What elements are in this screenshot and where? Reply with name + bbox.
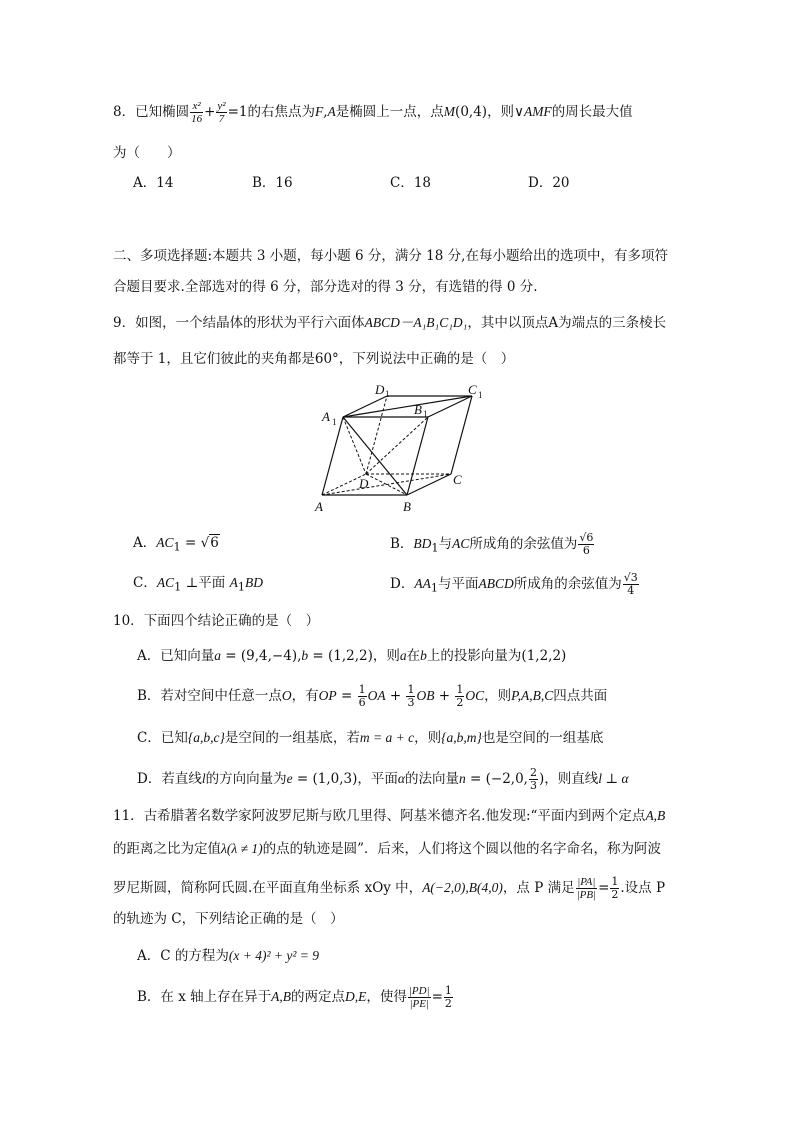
fraction: $\frac{1}{6}$ <box>358 683 366 709</box>
label-d1: D <box>375 385 385 397</box>
q10-option-d[interactable]: D．若直线l的方向向量为e = (1,0,3)，平面α的法向量n = (−2,0, $\frac{2}{3}$ )，则直线l ⊥ α <box>137 766 629 792</box>
q11-number: 11． <box>113 808 144 824</box>
section2-line1: 二、多项选择题:本题共 3 小题，每小题 6 分，满分 18 分,在每小题给出的选项中，有多项符 <box>113 248 668 264</box>
q11-option-a[interactable]: A．C 的方程为(x + 4)² + y² = 9 <box>137 948 320 964</box>
hidden-edge <box>322 474 451 495</box>
q9-option-a[interactable]: A．$AC_1 = √6$ <box>133 535 219 554</box>
q10-option-b[interactable]: B．若对空间中任意一点O，有OP = $\frac{1}{6}$ OA + $\frac{1}{3}$ OB + $\frac{1}{2}$ OC，则P,A,B,C四点共面 <box>137 683 608 709</box>
label-a: A <box>315 499 323 514</box>
hidden-edge <box>366 417 428 474</box>
q9-option-c[interactable]: C．$AC_1$ ⊥平面 $A_1BD$ <box>133 575 263 594</box>
q9-line1: 9．如图，一个结晶体的形状为平行六面体ABCD－A₁B₁C₁D₁，其中以顶点A为端点的三条棱长 <box>113 315 667 331</box>
fraction: $\frac{√6}{6}$ <box>579 531 594 557</box>
fraction: $\frac{\text{x²}}{16}$ <box>191 100 203 125</box>
fraction: $\frac{|PA|}{|PB|}$ <box>576 876 597 901</box>
label-b: B <box>403 499 411 514</box>
section2-line2: 合题目要求.全部选对的得 6 分，部分选对的得 3 分，有选错的得 0 分. <box>113 279 538 295</box>
hidden-edge <box>366 396 387 474</box>
edge <box>407 474 451 495</box>
q10-option-a[interactable]: A．已知向量a = (9,4,−4),b = (1,2,2)，则a在b上的投影向量为(1,2,2) <box>137 648 567 664</box>
fraction: $\frac{√3}{4}$ <box>623 571 638 597</box>
fraction: $\frac{\text{y²}}{7}$ <box>217 100 226 125</box>
svg-text:1: 1 <box>423 409 428 419</box>
q8-option-d[interactable]: D．20 <box>528 175 570 191</box>
fraction: $\frac{1}{2}$ <box>456 683 464 709</box>
label-d: D <box>359 476 369 491</box>
label-c1: C <box>468 385 477 397</box>
fraction: $\frac{1}{3}$ <box>407 683 415 709</box>
diagonal-a1b <box>343 417 407 495</box>
q8-line1: 8．已知椭圆 $\frac{\text{x²}}{16}$ + $\frac{\text{y²}}{7}$ =1的右焦点为F,A是椭圆上一点，点M(0,4)，则∨AMF的周长最大值 <box>113 100 633 125</box>
parallelepiped-figure <box>305 385 495 515</box>
q11-line2: 的距离之比为定值λ(λ ≠ 1)的点的轨迹是圆”．后来，人们将这个圆以他的名字命名，称为阿波 <box>113 841 662 857</box>
svg-text:1: 1 <box>385 389 390 399</box>
edge <box>451 396 472 474</box>
hidden-edge <box>343 417 366 474</box>
edge <box>407 417 428 495</box>
fraction: $\frac{1}{2}$ <box>444 984 452 1010</box>
fraction: $\frac{1}{2}$ <box>611 875 619 901</box>
label-a1: A <box>322 409 330 424</box>
q9-option-b[interactable]: B．$BD_1$与AC所成角的余弦值为 $\frac{√6}{6}$ <box>390 531 594 557</box>
edge <box>322 417 343 495</box>
q10-line1: 10．下面四个结论正确的是（ ） <box>113 613 320 629</box>
svg-text:1: 1 <box>478 390 483 400</box>
q11-option-b[interactable]: B．在 x 轴上存在异于A,B的两定点D,E，使得 $\frac{|PD|}{|PE|}$ = $\frac{1}{2}$ <box>137 984 452 1010</box>
q8-line2: 为（ ） <box>113 145 181 161</box>
q11-line1: 11．古希腊著名数学家阿波罗尼斯与欧几里得、阿基米德齐名.他发现:“平面内到两个定点A,B <box>113 808 666 824</box>
q10-option-c[interactable]: C．已知{a,b,c}是空间的一组基底，若m = a + c，则{a,b,m}也是空间的一组基底 <box>137 730 604 746</box>
diagonal-a1c1 <box>343 396 472 417</box>
q11-line3: 罗尼斯圆，简称阿氏圆.在平面直角坐标系 xOy 中，A(−2,0),B(4,0)，点 P 满足 $\frac{|PA|}{|PB|}$ = $\frac{1}{2}$ .设点 P <box>113 875 666 901</box>
q11-line4: 的轨迹为 C，下列结论正确的是（ ） <box>113 911 344 927</box>
fraction: $\frac{2}{3}$ <box>529 766 537 792</box>
q8-number: 8． <box>113 104 136 120</box>
q8-option-a[interactable]: A．14 <box>133 175 174 191</box>
label-c: C <box>453 472 462 487</box>
q10-number: 10． <box>113 613 144 629</box>
svg-text:1: 1 <box>332 417 337 427</box>
fraction: $\frac{|PD|}{|PE|}$ <box>408 985 430 1010</box>
q8-option-b[interactable]: B．16 <box>252 175 293 191</box>
q9-number: 9． <box>113 315 136 331</box>
q9-line2: 都等于 1，且它们彼此的夹角都是60°，下列说法中正确的是（ ） <box>113 351 515 367</box>
q8-option-c[interactable]: C．18 <box>390 175 432 191</box>
label-b1: B <box>414 402 422 417</box>
q9-option-d[interactable]: D．$AA_1$与平面ABCD所成角的余弦值为 $\frac{√3}{4}$ <box>390 571 638 597</box>
